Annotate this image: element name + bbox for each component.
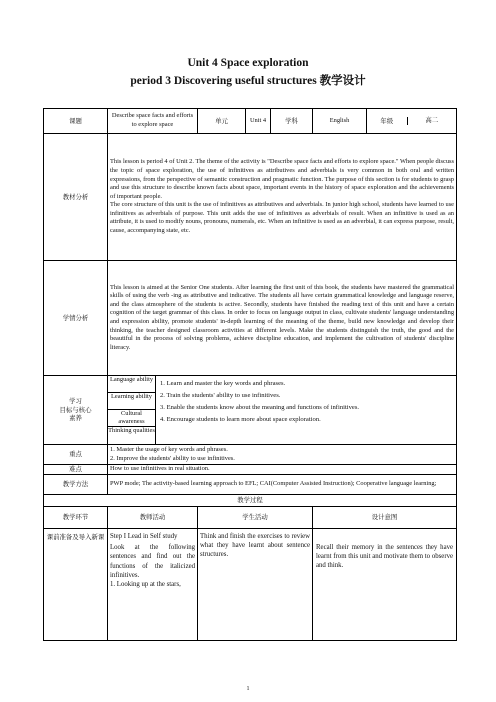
teacher-item: 1. Looking up at the stars,: [110, 581, 181, 589]
lesson-plan-table: [43, 108, 457, 641]
subject-label: 学科: [271, 109, 313, 134]
topic-value: Describe space facts and efforts to explore space: [108, 109, 198, 134]
material-paragraph-2: The core structure of this unit is the use of infinitives as attributives and adverbials. In junior high school, students have learned to use infinitives as adverbials of purpose. This unit adds the use of infinitives as adverbials of result. When an infinitive is used as an attribute, it is used to modify nouns, pronouns, numerals, etc. When an infinitive is used as an adverbial, it can express purpose, result, cause, accompanying state, etc.: [110, 201, 455, 235]
goal-item: 4. Encourage students to learn more about space exploration.: [160, 416, 321, 423]
header-stage: 教学环节: [44, 507, 108, 529]
ability-language: Language ability: [108, 376, 156, 393]
methods-row: [44, 475, 457, 495]
methods-text: PWP mode; The activity-based learning approach to EFL; CAI(Computer Assisted Instruction); Cooperative language learning;: [108, 475, 457, 495]
subject-value: English: [313, 109, 367, 134]
process-stage: 课前准备及导入新课: [44, 529, 108, 641]
goal-item: 1. Learn and master the key words and phrases.: [160, 380, 286, 387]
objectives-row: [44, 376, 457, 445]
key-points-row: [44, 445, 457, 465]
goal-item: 2. Train the students' ability to use infinitives.: [160, 392, 281, 399]
process-label: 教学过程: [44, 495, 457, 507]
material-text: [108, 134, 457, 261]
objectives-label-line-3: 素养: [69, 414, 82, 423]
grade-label: 年级: [367, 117, 407, 126]
teacher-activity: [108, 529, 198, 641]
learner-row: [44, 261, 457, 376]
objectives-label: [44, 376, 108, 445]
key-points-label: 重点: [44, 445, 108, 465]
ability-cultural: Cultural awareness: [108, 410, 156, 427]
key-point-1: 1. Master the usage of key words and phrases.: [110, 445, 228, 453]
teacher-step: Step I Lead in Self study: [110, 533, 178, 540]
process-row: [44, 529, 457, 641]
objectives-content: [108, 376, 457, 445]
material-row: [44, 134, 457, 261]
header-student: 学生活动: [198, 507, 313, 529]
teacher-instruction: Look at the following sentences and find out the functions of the italicized infinitives.: [110, 544, 196, 579]
material-paragraph-1: This lesson is period 4 of Unit 2. The theme of the activity is "Describe space facts and efforts to explore space." When people discuss the topic of space exploration, the use of infinitives as attributives and adverbials is very common in both oral and written expressions, from the perspective of semantic construction and pragmatic function. The purpose of this section is for students to grasp and use this structure to describe known facts about space, important events in the history of space exploration and the achievements of important people.: [110, 158, 455, 200]
document-title: Unit 4 Space exploration: [187, 57, 309, 69]
design-intent: Recall their memory in the sentences they have learnt from this unit and motivate them to observe and think.: [313, 529, 457, 641]
material-label: 教材分析: [44, 134, 108, 261]
header-teacher: 教师活动: [108, 507, 198, 529]
objectives-label-line-2: 目标与核心: [59, 405, 92, 414]
document-subtitle: period 3 Discovering useful structures 教学设计: [130, 75, 366, 87]
header-intent: 设计意图: [313, 507, 457, 529]
abilities-column: [108, 376, 156, 444]
key-points-text: [108, 445, 457, 465]
unit-label: 单元: [198, 109, 246, 134]
learner-text: This lesson is aimed at the Senior One students. After learning the first unit of this book, the students have mastered the grammatical skills of using the verb -ing as attributive and indicative. The students all have certain grammatical knowledge and language reserve, and the class atmosphere of the students is active. Secondly, students have finished the reading text of this unit and have a certain cognition of the target grammar of this class. In order to focus on language output in class, cultivate students' language understanding and expression ability, promote students' in-depth learning of the meaning of the theme, build new knowledge and develop their thinking, the teacher designed classroom activities at different levels. Make the students distinguish the truth, the good and the beautiful in the process of solving problems, achieve discipline education, and implement the cultivation of students' discipline literacy.: [108, 261, 457, 376]
unit-value: Unit 4: [246, 109, 271, 134]
learner-label: 学情分析: [44, 261, 108, 376]
page-number: 1: [246, 686, 250, 692]
goals-column: [156, 376, 456, 444]
goal-item: 3. Enable the students know about the meaning and functions of infinitives.: [160, 404, 360, 411]
info-row: [44, 109, 457, 134]
process-title-row: [44, 495, 457, 507]
ability-thinking: Thinking qualities: [108, 427, 156, 444]
difficulties-text: How to use infinitives in real situation.: [108, 465, 457, 475]
student-activity: Think and finish the exercises to review what they have learnt about sentence structures.: [198, 529, 313, 641]
process-header-row: [44, 507, 457, 529]
objectives-label-line-1: 学习: [69, 397, 82, 406]
difficulties-row: [44, 465, 457, 475]
methods-label: 教学方法: [44, 475, 108, 495]
topic-label: 课题: [44, 109, 108, 134]
grade-cell: [367, 109, 457, 134]
difficulties-label: 难点: [44, 465, 108, 475]
key-point-2: 2. Improve the students' ability to use infinitives.: [110, 454, 235, 462]
ability-learning: Learning ability: [108, 393, 156, 410]
grade-value: 高二: [425, 116, 439, 124]
